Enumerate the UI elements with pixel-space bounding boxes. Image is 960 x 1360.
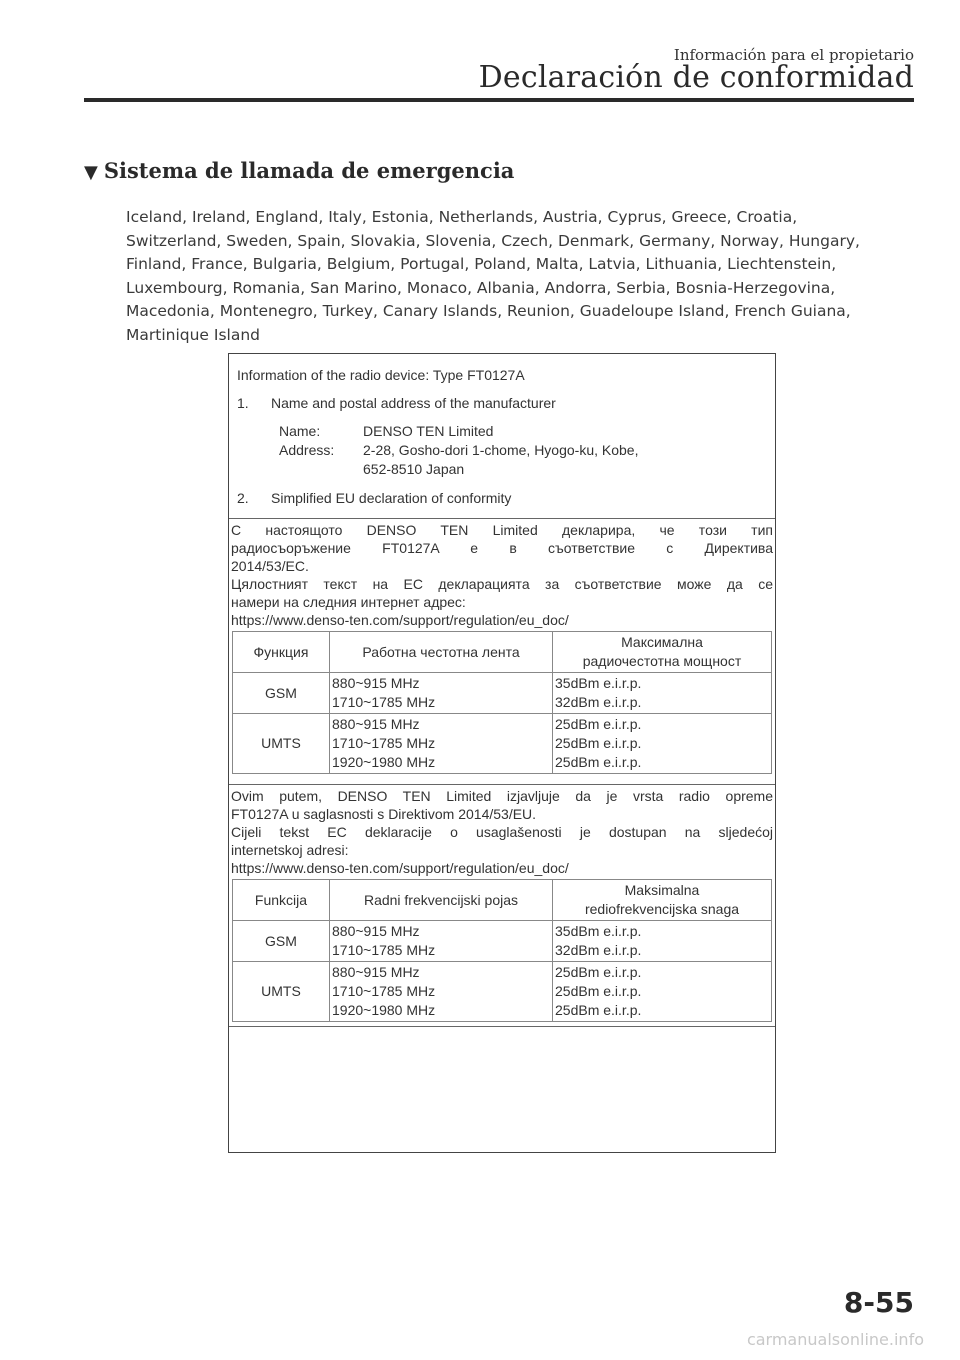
info-item-2: 2. Simplified EU declaration of conformity <box>237 490 512 506</box>
header-rule <box>84 98 914 102</box>
blank-area <box>229 1026 775 1149</box>
manufacturer-address: 2-28, Gosho-dori 1-chome, Hyogo-ku, Kobe, <box>363 442 639 458</box>
bulgarian-frequency-table: Функция Работна честотна лента Максимална радиочестотна мощност GSM 880~915 MHz 1710~1785 MHz 35dBm e.i.r.p. 32dBm e.i.r.p. UMTS 880~915 MHz 1710~1785 MHz 1920~1980 MHz 25dBm e.i.r.p. 25dBm e.i.r.p. 25dBm e.i.r.p. <box>232 631 772 774</box>
page-number: 8-55 <box>843 1286 914 1319</box>
info-item-1: 1. Name and postal address of the manufacturer <box>237 395 556 411</box>
header-title: Declaración de conformidad <box>478 60 914 95</box>
triangle-down-icon: ▼ <box>84 162 98 183</box>
croatian-url: https://www.denso-ten.com/support/regulation/eu_doc/ <box>231 860 569 876</box>
country-list: Iceland, Ireland, England, Italy, Estonia, Netherlands, Austria, Cyprus, Greece, Croatia, Switzerland, Sweden, Spain, Slovakia, Slovenia, Czech, Denmark, Germany, Norway, Hungary, Finland, France, Bulgaria, Belgium, Portugal, Poland, Malta, Latvia, Lithuania, Liechtenstein, Luxembourg, Romania, San Marino, Monaco, Albania, Andorra, Serbia, Bosnia-Herzegovina, Macedonia, Montenegro, Turkey, Canary Islands, Reunion, Guadeloupe Island, French Guiana, Martinique Island <box>126 208 860 344</box>
conformity-certificate <box>228 353 776 1153</box>
info-title: Information of the radio device: Type FT0127A <box>237 367 525 383</box>
device-info <box>229 354 775 507</box>
section-title-text: Sistema de llamada de emergencia <box>103 158 515 183</box>
manufacturer-details: Name: DENSO TEN Limited Address: 2-28, Gosho-dori 1-chome, Hyogo-ku, Kobe, 652-8510 Japan <box>279 423 639 477</box>
bulgarian-url: https://www.denso-ten.com/support/regulation/eu_doc/ <box>231 612 569 628</box>
manufacturer-name: DENSO TEN Limited <box>363 423 494 439</box>
bulgarian-declaration: С настоящото DENSO TEN Limited декларира, че този тип радиосъоръжение FT0127A е в съответствие с Директива 2014/53/ЕС. Цялостният текст на ЕС декларацията за съответствие може да се намери на следния интернет адрес: https://www.denso-ten.com/support/regulation/eu_doc/ Функция Работна честотна лента Максимална радиочестотна мощност GSM 880~915 MHz 1710~1785 MHz 35dBm e.i.r.p. 32dBm e.i.r.p. UMTS 880~915 MHz 1710~1785 MHz 1920~1980 MHz 25dBm e.i.r.p. 25dBm e.i.r.p. 25dBm e.i.r.p. <box>229 518 775 774</box>
croatian-declaration: Ovim putem, DENSO TEN Limited izjavljuje da je vrsta radio opreme FT0127A u saglasnosti s Direktivom 2014/53/EU. Cijeli tekst EC deklaracije o usaglašenosti je dostupan na sljedećoj internetskoj adresi: https://www.denso-ten.com/support/regulation/eu_doc/ Funkcija Radni frekvencijski pojas Maksimalna rediofrekvencijska snaga GSM 880~915 MHz 1710~1785 MHz 35dBm e.i.r.p. 32dBm e.i.r.p. UMTS 880~915 MHz 1710~1785 MHz 1920~1980 MHz 25dBm e.i.r.p. 25dBm e.i.r.p. 25dBm e.i.r.p. <box>229 784 775 1022</box>
header-subtitle: Información para el propietario <box>673 46 914 64</box>
table-row: GSM 880~915 MHz 1710~1785 MHz 35dBm e.i.r.p. 32dBm e.i.r.p. <box>233 921 772 962</box>
table-row: UMTS 880~915 MHz 1710~1785 MHz 1920~1980 MHz 25dBm e.i.r.p. 25dBm e.i.r.p. 25dBm e.i.r.p. <box>233 714 772 774</box>
table-row: GSM 880~915 MHz 1710~1785 MHz 35dBm e.i.r.p. 32dBm e.i.r.p. <box>233 673 772 714</box>
section-title <box>84 158 514 183</box>
table-row: UMTS 880~915 MHz 1710~1785 MHz 1920~1980 MHz 25dBm e.i.r.p. 25dBm e.i.r.p. 25dBm e.i.r.p. <box>233 962 772 1022</box>
watermark: carmanualsonline.info <box>746 1330 924 1349</box>
croatian-frequency-table: Funkcija Radni frekvencijski pojas Maksimalna rediofrekvencijska snaga GSM 880~915 MHz 1710~1785 MHz 35dBm e.i.r.p. 32dBm e.i.r.p. UMTS 880~915 MHz 1710~1785 MHz 1920~1980 MHz 25dBm e.i.r.p. 25dBm e.i.r.p. 25dBm e.i.r.p. <box>232 879 772 1022</box>
